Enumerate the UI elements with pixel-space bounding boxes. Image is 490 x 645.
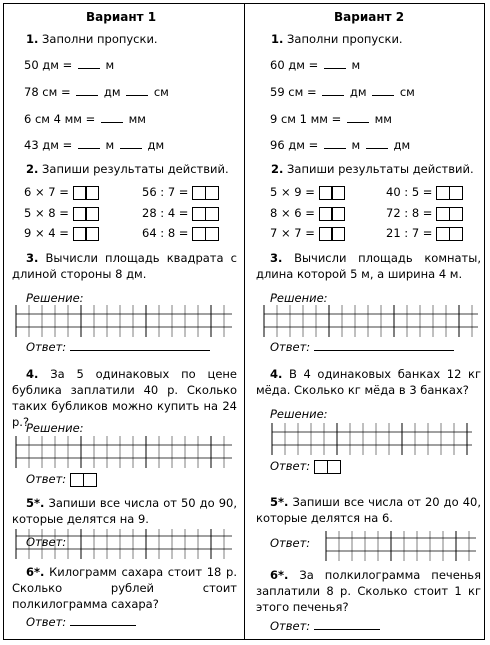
task1-row-unit2: дм xyxy=(393,138,411,152)
task1-text: Заполни пропуски. xyxy=(287,32,403,46)
task1-row-lhs: 59 см = xyxy=(270,85,317,99)
solution-label: Решение: xyxy=(26,421,84,435)
task5-text-block xyxy=(256,494,481,526)
answer-label: Ответ: xyxy=(270,459,311,473)
task1-row-lhs: 60 дм = xyxy=(270,58,319,72)
fill-blank[interactable] xyxy=(78,58,100,69)
answer-row xyxy=(26,615,136,629)
task2-heading xyxy=(271,162,474,176)
task2-number: 2. xyxy=(271,162,284,176)
task1-row-unit: мм xyxy=(128,112,146,126)
answer-box[interactable] xyxy=(327,460,341,474)
task1-row xyxy=(24,112,146,126)
answer-box[interactable] xyxy=(331,207,345,221)
answer-label: Ответ: xyxy=(26,535,67,549)
fill-blank[interactable] xyxy=(322,85,344,96)
expression: 64 : 8 = xyxy=(142,226,189,240)
task1-row xyxy=(24,58,114,72)
task2-item xyxy=(386,206,463,221)
answer-row xyxy=(26,472,97,487)
answer-line[interactable] xyxy=(314,340,454,351)
answer-box[interactable] xyxy=(205,207,219,221)
task1-number: 1. xyxy=(26,32,39,46)
answer-box[interactable] xyxy=(331,227,345,241)
task2-item xyxy=(270,206,345,221)
answer-box[interactable] xyxy=(83,473,97,487)
task1-row-lhs: 43 дм = xyxy=(24,138,73,152)
expression: 8 × 6 = xyxy=(270,206,315,220)
answer-box[interactable] xyxy=(331,186,345,200)
fill-blank[interactable] xyxy=(126,85,148,96)
task2-item xyxy=(270,226,345,241)
answer-line[interactable] xyxy=(70,615,136,626)
task1-row xyxy=(270,58,360,72)
expression: 56 : 7 = xyxy=(142,185,189,199)
task2-number: 2. xyxy=(26,162,39,176)
task2-item xyxy=(270,185,345,200)
task2-item xyxy=(142,206,219,221)
expression: 40 : 5 = xyxy=(386,185,433,199)
task2-heading xyxy=(26,162,229,176)
answer-label: Ответ: xyxy=(26,615,67,629)
answer-box[interactable] xyxy=(449,186,463,200)
task6-number: 6*. xyxy=(26,565,45,579)
variant-1-title: Вариант 1 xyxy=(86,10,157,24)
task5-text: Запиши все числа от 20 до 40, которые делятся на 6. xyxy=(256,495,482,525)
task6-text: Килограмм сахара стоит 18 р. Сколько рублей стоит полкилограмма сахара? xyxy=(12,565,238,611)
answer-box[interactable] xyxy=(205,186,219,200)
task1-row xyxy=(270,85,415,99)
answer-box[interactable] xyxy=(85,207,99,221)
task1-heading xyxy=(271,32,403,46)
task1-row xyxy=(24,85,169,99)
task3-number: 3. xyxy=(26,251,39,265)
task2-item xyxy=(142,185,219,200)
task2-item xyxy=(386,226,463,241)
task6-text: За полкилограмма печенья заплатили 8 р. Сколько стоит 1 кг этого печенья? xyxy=(256,568,481,614)
solution-label: Решение: xyxy=(26,291,84,305)
solution-grid[interactable] xyxy=(16,305,232,337)
task1-number: 1. xyxy=(271,32,284,46)
task1-row-unit: дм xyxy=(349,85,367,99)
task4-text: В 4 одинаковых банках 12 кг мёда. Сколько кг мёда в 3 банках? xyxy=(256,367,482,397)
expression: 5 × 9 = xyxy=(270,185,315,199)
answer-row xyxy=(270,619,380,633)
task2-item xyxy=(24,226,99,241)
variant-2-title: Вариант 2 xyxy=(334,10,405,24)
task1-row xyxy=(270,112,392,126)
task4-text: За 5 одинаковых по цене бублика заплатили 40 р. Сколько таких бубликов можно купить на 24 р.? xyxy=(12,367,238,429)
answer-label: Ответ: xyxy=(270,340,311,354)
fill-blank[interactable] xyxy=(120,138,142,149)
task4-number: 4. xyxy=(26,367,39,381)
fill-blank[interactable] xyxy=(101,112,123,123)
task1-row-unit: м xyxy=(351,58,361,72)
answer-label: Ответ: xyxy=(26,340,67,354)
variant-2-column xyxy=(246,4,482,639)
task1-row-lhs: 6 см 4 мм = xyxy=(24,112,96,126)
answer-row xyxy=(270,340,454,354)
task2-item xyxy=(386,185,463,200)
task4-number: 4. xyxy=(270,367,283,381)
solution-grid[interactable] xyxy=(264,305,478,337)
task3-text-block xyxy=(256,250,481,282)
fill-blank[interactable] xyxy=(366,138,388,149)
task1-row-unit: мм xyxy=(374,112,392,126)
worksheet xyxy=(3,3,485,640)
expression: 9 × 4 = xyxy=(24,226,69,240)
task2-item xyxy=(24,206,99,221)
task1-row-unit: м xyxy=(105,138,115,152)
task1-row-unit: м xyxy=(105,58,115,72)
answer-box[interactable] xyxy=(449,227,463,241)
answer-label: Ответ: xyxy=(270,536,311,550)
solution-label: Решение: xyxy=(270,291,328,305)
task1-row-unit2: дм xyxy=(147,138,165,152)
expression: 5 × 8 = xyxy=(24,206,69,220)
task1-row-unit: м xyxy=(351,138,361,152)
fill-blank[interactable] xyxy=(76,85,98,96)
expression: 7 × 7 = xyxy=(270,226,315,240)
task2-text: Запиши результаты действий. xyxy=(287,162,474,176)
task2-text: Запиши результаты действий. xyxy=(42,162,229,176)
task6-text-block xyxy=(256,567,481,615)
task1-row-lhs: 96 дм = xyxy=(270,138,319,152)
fill-blank[interactable] xyxy=(324,138,346,149)
answer-box[interactable] xyxy=(205,227,219,241)
solution-grid[interactable] xyxy=(272,423,472,455)
task5-number: 5*. xyxy=(26,496,45,510)
task2-item xyxy=(142,226,219,241)
task5-text-block xyxy=(12,495,237,527)
fill-blank[interactable] xyxy=(372,85,394,96)
answer-label: Ответ: xyxy=(270,619,311,633)
answer-row xyxy=(26,340,210,354)
answer-grid[interactable] xyxy=(16,529,232,559)
answer-line[interactable] xyxy=(70,340,210,351)
task1-row-unit2: см xyxy=(153,85,169,99)
task1-row-lhs: 9 см 1 мм = xyxy=(270,112,342,126)
expression: 28 : 4 = xyxy=(142,206,189,220)
task5-text: Запиши все числа от 50 до 90, которые делятся на 9. xyxy=(12,496,238,526)
fill-blank[interactable] xyxy=(347,112,369,123)
task4-text-block xyxy=(256,366,481,398)
task1-text: Заполни пропуски. xyxy=(42,32,158,46)
answer-box[interactable] xyxy=(449,207,463,221)
task1-row xyxy=(270,138,410,152)
task1-row-lhs: 50 дм = xyxy=(24,58,73,72)
answer-box[interactable] xyxy=(85,227,99,241)
answer-box[interactable] xyxy=(85,186,99,200)
expression: 6 × 7 = xyxy=(24,185,69,199)
task3-text: Вычисли площадь комнаты, длина которой 5 м, а ширина 4 м. xyxy=(256,251,481,281)
fill-blank[interactable] xyxy=(78,138,100,149)
answer-label: Ответ: xyxy=(26,472,67,486)
solution-grid[interactable] xyxy=(16,436,232,468)
solution-label: Решение: xyxy=(270,407,328,421)
expression: 21 : 7 = xyxy=(386,226,433,240)
column-divider xyxy=(244,4,245,639)
answer-line[interactable] xyxy=(314,619,380,630)
task1-row-unit2: см xyxy=(399,85,415,99)
variant-1-column xyxy=(4,4,240,639)
fill-blank[interactable] xyxy=(324,58,346,69)
task3-text: Вычисли площадь квадрата с длиной стороны 8 дм. xyxy=(12,251,237,281)
task6-number: 6*. xyxy=(270,568,289,582)
expression: 72 : 8 = xyxy=(386,206,433,220)
task2-item xyxy=(24,185,99,200)
answer-row xyxy=(270,459,341,474)
task5-number: 5*. xyxy=(270,495,289,509)
task1-row-unit: дм xyxy=(103,85,121,99)
answer-grid[interactable] xyxy=(326,531,476,561)
task3-number: 3. xyxy=(270,251,283,265)
task1-row-lhs: 78 см = xyxy=(24,85,71,99)
task6-text-block xyxy=(12,564,237,612)
task1-heading xyxy=(26,32,158,46)
task3-text-block xyxy=(12,250,237,282)
task1-row xyxy=(24,138,164,152)
